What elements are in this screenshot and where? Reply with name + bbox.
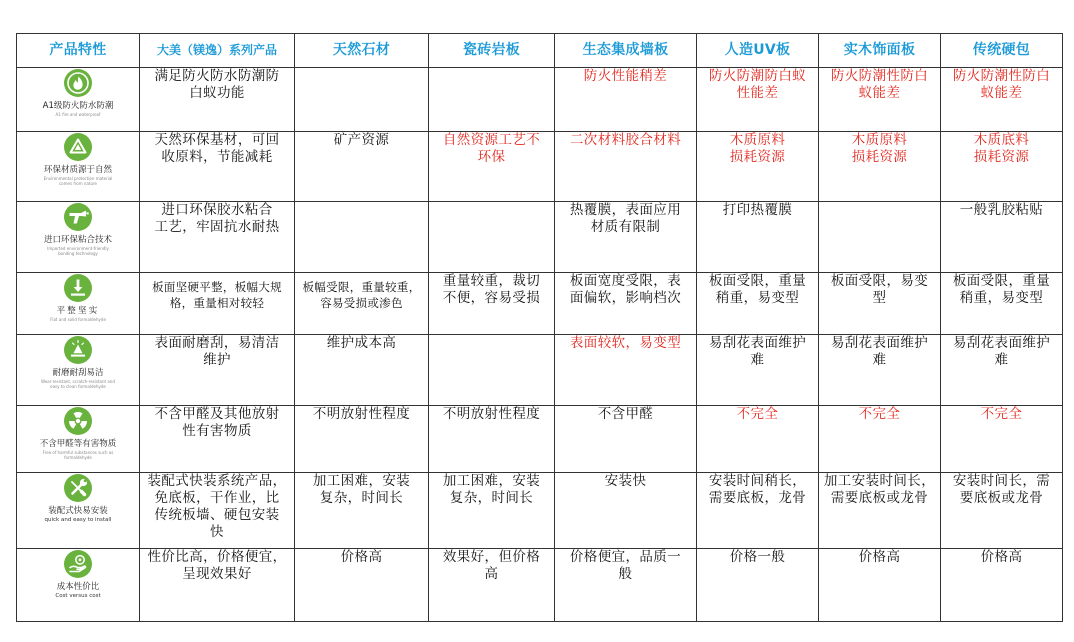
cell-cost-hard-pack: 价格高 (941, 549, 1063, 622)
cell-flatness-natural-stone: 板幅受限，重量较重， 容易受损或渗色 (295, 273, 429, 335)
tools-icon (63, 473, 93, 503)
cell-fireproof-uv-board: 防火防潮防白蚁 性能差 (697, 68, 819, 132)
cell-eco-material-eco-wallboard: 二次材料胶合材料 (555, 132, 697, 202)
feature-subtitle: Wear-resistant, scratch-resistant and easy to clean formaldehyde (41, 379, 115, 389)
table-row (17, 68, 1063, 132)
feature-subtitle: A1 fire and waterproof (55, 112, 101, 117)
feature-label: 平整坚实 (56, 306, 100, 316)
feature-cost (17, 549, 140, 622)
cell-fireproof-natural-stone (295, 68, 429, 132)
glue-gun-icon (63, 202, 93, 232)
feature-bonding (17, 202, 140, 273)
feature-subtitle: Imported environment-friendly bonding technology (47, 246, 109, 256)
cell-formaldehyde-free-uv-board: 不完全 (697, 406, 819, 473)
cell-fireproof-ceramic-slab (429, 68, 555, 132)
header-uv-board: 人造UV板 (697, 34, 819, 68)
cell-flatness-veneer-board: 板面受限，易变 型 (819, 273, 941, 335)
cell-eco-material-damei: 天然环保基材，可回 收原料，节能减耗 (140, 132, 295, 202)
header-product-feature: 产品特性 (17, 34, 140, 68)
cell-wear-resistance-damei: 表面耐磨刮，易清洁 维护 (140, 335, 295, 406)
feature-eco-material (17, 132, 140, 202)
feature-subtitle: Free of harmful substances such as formaldehyde (42, 450, 114, 460)
header-ceramic-slab: 瓷砖岩板 (429, 34, 555, 68)
header-row (17, 34, 1063, 68)
cell-bonding-damei: 进口环保胶水粘合 工艺，牢固抗水耐热 (140, 202, 295, 273)
cell-wear-resistance-natural-stone: 维护成本高 (295, 335, 429, 406)
cell-bonding-uv-board: 打印热覆膜 (697, 202, 819, 273)
header-damei: 大美（镁逸）系列产品 (140, 34, 295, 68)
cell-cost-ceramic-slab: 效果好，但价格 高 (429, 549, 555, 622)
cell-formaldehyde-free-ceramic-slab: 不明放射性程度 (429, 406, 555, 473)
cell-flatness-damei: 板面坚硬平整，板幅大规 格，重量相对较轻 (140, 273, 295, 335)
cell-bonding-veneer-board (819, 202, 941, 273)
comparison-table (16, 33, 1063, 622)
cell-bonding-eco-wallboard: 热覆膜，表面应用 材质有限制 (555, 202, 697, 273)
feature-subtitle: Flat and solid formaldehyde (50, 317, 106, 322)
cell-wear-resistance-eco-wallboard: 表面较软，易变型 (555, 335, 697, 406)
feature-wear-resistance (17, 335, 140, 406)
cell-installation-damei: 装配式快装系统产品， 免底板，干作业，比 传统板墙、硬包安装 快 (140, 473, 295, 549)
feature-label: A1级防火防水防潮 (42, 101, 114, 111)
hand-coin-icon (63, 549, 93, 579)
feature-label: 成本性价比 (56, 582, 100, 592)
cell-flatness-uv-board: 板面受限，重量 稍重，易变型 (697, 273, 819, 335)
cell-eco-material-veneer-board: 木质原料 损耗资源 (819, 132, 941, 202)
cell-flatness-hard-pack: 板面受限，重量 稍重，易变型 (941, 273, 1063, 335)
header-eco-wallboard: 生态集成墙板 (555, 34, 697, 68)
cell-fireproof-eco-wallboard: 防火性能稍差 (555, 68, 697, 132)
cell-formaldehyde-free-hard-pack: 不完全 (941, 406, 1063, 473)
table-row (17, 335, 1063, 406)
cell-fireproof-veneer-board: 防火防潮性防白 蚁能差 (819, 68, 941, 132)
cell-installation-hard-pack: 安装时间长，需 要底板或龙骨 (941, 473, 1063, 549)
feature-flatness (17, 273, 140, 335)
header-veneer-board: 实木饰面板 (819, 34, 941, 68)
cell-bonding-ceramic-slab (429, 202, 555, 273)
feature-label: 耐磨耐刮易洁 (52, 368, 104, 378)
cell-bonding-natural-stone (295, 202, 429, 273)
cell-formaldehyde-free-eco-wallboard: 不含甲醛 (555, 406, 697, 473)
fire-water-icon (63, 68, 93, 98)
cell-fireproof-hard-pack: 防火防潮性防白 蚁能差 (941, 68, 1063, 132)
cell-bonding-hard-pack: 一般乳胶粘贴 (941, 202, 1063, 273)
cell-cost-natural-stone: 价格高 (295, 549, 429, 622)
feature-subtitle: Environmental protection material comes from nature (43, 176, 113, 186)
table-row (17, 202, 1063, 273)
table-row (17, 132, 1063, 202)
cell-cost-veneer-board: 价格高 (819, 549, 941, 622)
cell-formaldehyde-free-damei: 不含甲醛及其他放射 性有害物质 (140, 406, 295, 473)
cell-eco-material-ceramic-slab: 自然资源工艺不 环保 (429, 132, 555, 202)
table-row (17, 273, 1063, 335)
cell-installation-uv-board: 安装时间稍长， 需要底板，龙骨 (697, 473, 819, 549)
level-icon (63, 273, 93, 303)
cell-cost-eco-wallboard: 价格便宜，品质一 般 (555, 549, 697, 622)
cell-formaldehyde-free-natural-stone: 不明放射性程度 (295, 406, 429, 473)
cell-wear-resistance-hard-pack: 易刮花表面维护 难 (941, 335, 1063, 406)
cell-installation-eco-wallboard: 安装快 (555, 473, 697, 549)
cell-wear-resistance-veneer-board: 易刮花表面维护 难 (819, 335, 941, 406)
table-row (17, 473, 1063, 549)
cell-installation-ceramic-slab: 加工困难，安装 复杂，时间长 (429, 473, 555, 549)
scratch-resistant-icon (63, 335, 93, 365)
radiation-icon (63, 406, 93, 436)
cell-installation-veneer-board: 加工安装时间长， 需要底板或龙骨 (819, 473, 941, 549)
cell-eco-material-hard-pack: 木质底料 损耗资源 (941, 132, 1063, 202)
feature-label: 环保材质源于自然 (43, 165, 112, 175)
feature-fireproof (17, 68, 140, 132)
header-hard-pack: 传统硬包 (941, 34, 1063, 68)
cell-installation-natural-stone: 加工困难，安装 复杂，时间长 (295, 473, 429, 549)
eco-triangle-icon (63, 132, 93, 162)
feature-formaldehyde-free (17, 406, 140, 473)
feature-subtitle: Cost versus cost (55, 593, 101, 599)
cell-fireproof-damei: 满足防火防水防潮防 白蚁功能 (140, 68, 295, 132)
cell-wear-resistance-uv-board: 易刮花表面维护 难 (697, 335, 819, 406)
table-row (17, 406, 1063, 473)
cell-wear-resistance-ceramic-slab (429, 335, 555, 406)
cell-cost-damei: 性价比高，价格便宜， 呈现效果好 (140, 549, 295, 622)
feature-installation (17, 473, 140, 549)
feature-label: 不含甲醛等有害物质 (39, 439, 117, 449)
cell-cost-uv-board: 价格一般 (697, 549, 819, 622)
cell-eco-material-uv-board: 木质原料 损耗资源 (697, 132, 819, 202)
feature-label: 装配式快易安装 (48, 506, 108, 516)
table-row (17, 549, 1063, 622)
header-natural-stone: 天然石材 (295, 34, 429, 68)
feature-label: 进口环保粘合技术 (43, 235, 112, 245)
cell-flatness-eco-wallboard: 板面宽度受限，表 面偏软，影响档次 (555, 273, 697, 335)
cell-flatness-ceramic-slab: 重量较重，裁切 不便，容易受损 (429, 273, 555, 335)
cell-eco-material-natural-stone: 矿产资源 (295, 132, 429, 202)
feature-subtitle: quick and easy to install (44, 517, 112, 523)
cell-formaldehyde-free-veneer-board: 不完全 (819, 406, 941, 473)
